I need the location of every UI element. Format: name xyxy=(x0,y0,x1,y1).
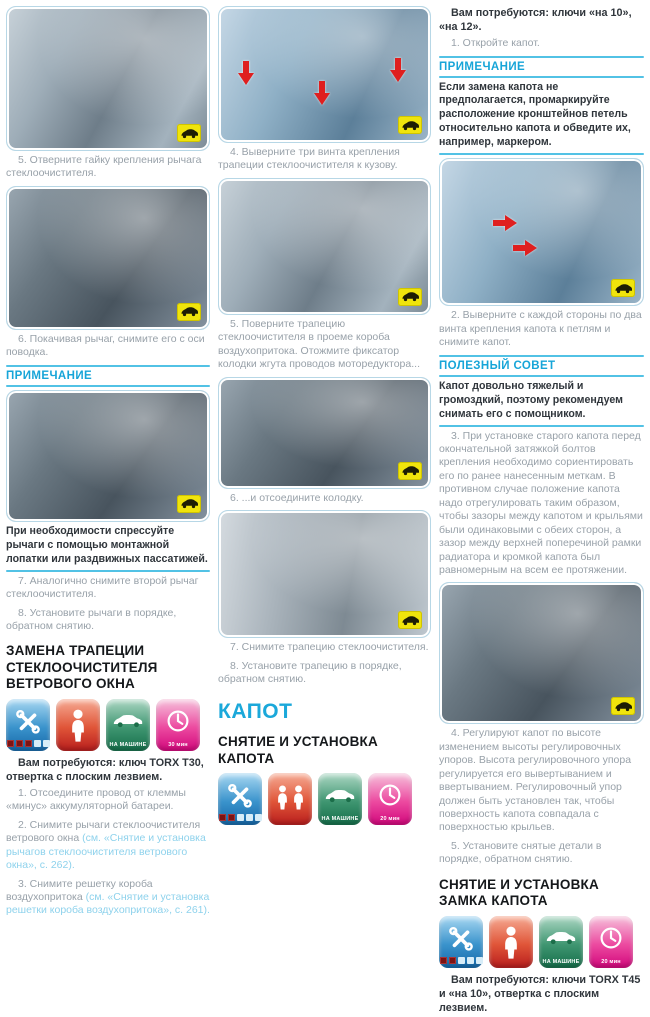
car-camera-badge xyxy=(398,611,422,629)
car-camera-badge xyxy=(177,495,201,513)
person-icon xyxy=(56,699,100,751)
info-icons-row xyxy=(439,916,644,968)
note-rule xyxy=(6,570,210,572)
note-rule xyxy=(439,76,644,78)
tip-rule xyxy=(439,425,644,427)
tools-required-line: Вам потребуются: ключи TORX T45 и «на 10», отвертка с плоским лезвием. xyxy=(439,973,641,1014)
tip-rule xyxy=(439,355,644,357)
instruction-step: 5. Установите снятые детали в порядке, обратном снятию. xyxy=(439,839,602,866)
step-text: 2. Снимите рычаги стеклоочистителя ветрового окна xyxy=(6,818,201,845)
photo-hood-adjusting-stop xyxy=(439,582,644,724)
time-icon-label: 20 мин xyxy=(380,816,400,823)
section-title-hood-lock: СНЯТИЕ И УСТАНОВКА ЗАМКА КАПОТА xyxy=(439,876,599,909)
photo-caption: 6. Покачивая рычаг, снимите его с оси поводка. xyxy=(6,332,205,359)
time-icon-label: 20 мин xyxy=(601,958,621,965)
tools-required-line: Вам потребуются: ключ TORX T30, отвертка с плоским лезвием. xyxy=(6,756,204,783)
car-camera-badge xyxy=(611,697,635,715)
tools-icon xyxy=(218,773,262,825)
note-rule xyxy=(6,365,210,367)
section-title-wiper-linkage: ЗАМЕНА ТРАПЕЦИИ СТЕКЛООЧИСТИТЕЛЯ ВЕТРОВОГО ОКНА xyxy=(6,643,158,692)
tools-icon xyxy=(6,699,50,751)
note-text: При необходимости спрессуйте рычаги с помощью монтажной лопатки или раздвижных пассатижей. xyxy=(6,524,208,565)
photo-caption: 4. Выверните три винта крепления трапеции стеклоочистителя к кузову. xyxy=(218,146,400,172)
clock-icon xyxy=(368,773,412,825)
photo-caption: 2. Выверните с каждой стороны по два винта крепления капота к петлям и снимите капот. xyxy=(439,309,642,349)
time-icon-label: 30 мин xyxy=(168,741,188,748)
tip-rule xyxy=(439,375,644,377)
car-camera-badge xyxy=(398,462,422,480)
photo-prying-lever xyxy=(6,390,210,522)
red-arrow-right xyxy=(493,215,517,231)
section-title-hood-removal: СНЯТИЕ И УСТАНОВКА КАПОТА xyxy=(218,734,378,766)
cross-reference: (см. «Снятие и установка решетки короба воздухопритока», с. 261). xyxy=(6,890,210,917)
left-column xyxy=(6,4,210,1017)
car-camera-badge xyxy=(398,116,422,134)
instruction-step: 8. Установите рычаги в порядке, обратном снятию. xyxy=(6,606,177,632)
car-on-vehicle-icon xyxy=(539,916,583,968)
car-on-vehicle-icon xyxy=(106,699,150,751)
car-camera-badge xyxy=(177,124,201,142)
tools-icon xyxy=(439,916,483,968)
note-rule xyxy=(6,385,210,387)
photo-linkage-removed xyxy=(218,510,431,638)
tip-text: Капот довольно тяжелый и громоздкий, поэтому рекомендуем снимать его с помощником. xyxy=(439,379,623,420)
note-rule xyxy=(439,56,644,58)
instruction-step: 7. Аналогично снимите второй рычаг стеклоочистителя. xyxy=(6,574,199,601)
instruction-step: 7. Снимите трапецию стеклоочистителя. xyxy=(230,641,429,654)
cross-reference: (см. «Снятие и установка рычагов стеклоочистителя ветрового окна», с. 262). xyxy=(6,832,206,872)
instruction-step: 8. Установите трапецию в порядке, обратном снятию. xyxy=(218,659,402,685)
info-icons-row xyxy=(218,773,431,825)
photo-hood-hinge-bolts xyxy=(439,158,644,306)
instruction-step: 4. Регулируют капот по высоте изменением высоты регулировочных упоров. Высота регулировочного упора регулируется его вывертыванием и ввертыванием. Регулировочный упор должен быть установлен так, чтобы поверхность капота совпадала с поверхностью крыльев. xyxy=(439,727,632,834)
chapter-title-hood: КАПОТ xyxy=(218,700,293,724)
difficulty-squares xyxy=(218,814,262,821)
car-on-vehicle-icon xyxy=(318,773,362,825)
photo-linkage-three-screws xyxy=(218,6,431,143)
note-title: ПРИМЕЧАНИЕ xyxy=(6,369,93,382)
photo-wiper-arm-nut xyxy=(6,6,210,151)
car-icon-label: НА МАШИНЕ xyxy=(542,958,580,965)
tip-title: ПОЛЕЗНЫЙ СОВЕТ xyxy=(439,359,556,372)
clock-icon xyxy=(589,916,633,968)
photo-rotate-linkage xyxy=(218,178,431,315)
instruction-step xyxy=(6,819,210,873)
red-arrow-right xyxy=(513,240,537,256)
clock-icon xyxy=(156,699,200,751)
two-persons-icon xyxy=(268,773,312,825)
difficulty-squares xyxy=(6,740,50,747)
note-rule xyxy=(439,153,644,155)
red-arrow-down xyxy=(314,81,330,105)
note-text: Если замена капота не предполагается, промаркируйте расположение кронштейнов петель относительно капота и обведите их, например, маркером. xyxy=(439,80,631,149)
instruction-step xyxy=(6,878,210,918)
instruction-step: 3. При установке старого капота перед окончательной затяжкой болтов крепления необходимо сориентировать его по ранее нанесенным меткам. В противном случае положение капота надо отрегулировать таким образом, чтобы зазоры между капотом и крыльями были одинаковыми с обеих сторон, а зазор между верхней поперечиной рамки радиатора и кромкой капота был равномерным на всем ее протяжении. xyxy=(439,429,643,576)
step-text: 3. Снимите решетку короба воздухопритока xyxy=(6,877,153,903)
car-camera-badge xyxy=(177,303,201,321)
photo-caption: 6. ...и отсоедините колодку. xyxy=(230,491,364,504)
photo-disconnect-connector xyxy=(218,377,431,489)
car-camera-badge xyxy=(611,279,635,297)
photo-caption: 5. Поверните трапецию стеклоочистителя в проеме короба воздухопритока. Отожмите фиксатор колодки жгута проводов моторедуктора... xyxy=(218,317,420,371)
tools-required-line: Вам потребуются: ключи «на 10», «на 12». xyxy=(439,7,632,34)
photo-caption: 5. Отверните гайку крепления рычага стеклоочистителя. xyxy=(6,154,202,180)
middle-column xyxy=(218,4,431,1017)
red-arrow-down xyxy=(238,61,254,85)
red-arrow-down xyxy=(390,58,406,82)
car-icon-label: НА МАШИНЕ xyxy=(321,816,359,823)
info-icons-row xyxy=(6,699,210,751)
photo-rocking-wiper-arm xyxy=(6,186,210,330)
car-camera-badge xyxy=(398,288,422,306)
person-icon xyxy=(489,916,533,968)
instruction-step: 1. Отсоедините провод от клеммы «минус» аккумуляторной батареи. xyxy=(6,786,186,813)
car-icon-label: НА МАШИНЕ xyxy=(109,741,147,748)
right-column xyxy=(439,4,644,1017)
note-title: ПРИМЕЧАНИЕ xyxy=(439,60,526,73)
instruction-step: 1. Откройте капот. xyxy=(451,37,540,50)
difficulty-squares xyxy=(439,957,483,964)
